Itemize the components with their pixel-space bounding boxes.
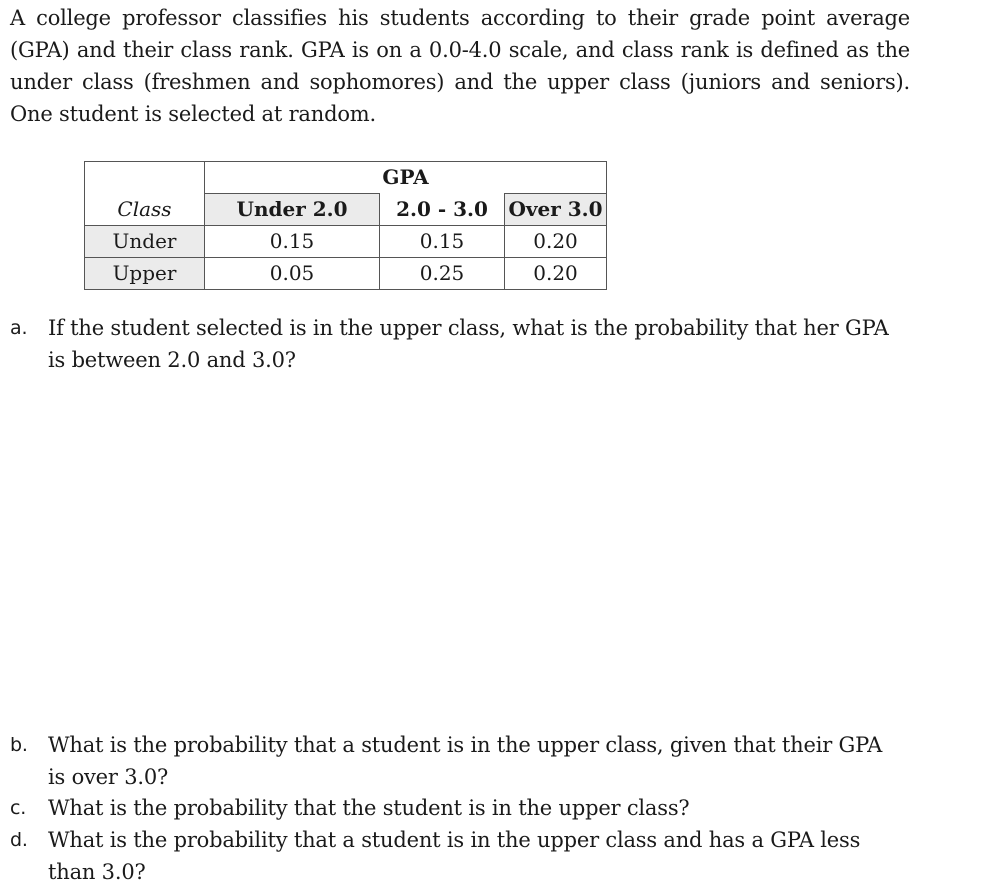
row-label-under: Under	[85, 225, 205, 257]
question-text: What is the probability that the student is in the upper class?	[48, 796, 690, 820]
question-text: What is the probability that a student is in the upper class, given that their GPA is over 3.0?	[48, 733, 883, 789]
table-row	[85, 257, 607, 289]
table-cell: 0.15	[380, 225, 505, 257]
column-header-under-2: Under 2.0	[205, 193, 380, 225]
table-cell: 0.25	[380, 257, 505, 289]
question-c	[10, 792, 890, 824]
table-cell: 0.20	[505, 257, 607, 289]
question-marker: d.	[10, 829, 28, 851]
gpa-group-header: GPA	[205, 162, 607, 194]
question-marker: a.	[10, 317, 28, 339]
row-label-upper: Upper	[85, 257, 205, 289]
table-cell: 0.20	[505, 225, 607, 257]
question-a	[10, 312, 890, 376]
question-marker: b.	[10, 734, 28, 756]
table-cell: 0.15	[205, 225, 380, 257]
column-header-over-3: Over 3.0	[505, 193, 607, 225]
table-corner-cell	[85, 162, 205, 194]
table-cell: 0.05	[205, 257, 380, 289]
question-b	[10, 729, 890, 793]
probability-table	[84, 161, 607, 290]
column-header-2-to-3: 2.0 - 3.0	[380, 193, 505, 225]
table-header-row	[85, 162, 607, 194]
question-text: What is the probability that a student is in the upper class and has a GPA less than 3.0?	[48, 828, 861, 884]
intro-paragraph: A college professor classifies his students according to their grade point average (GPA) and their class rank. GPA is on a 0.0-4.0 scale, and class rank is defined as the under class (freshmen and sophomores) and the upper class (juniors and seniors). One student is selected at random.	[10, 6, 910, 126]
table-row	[85, 225, 607, 257]
class-column-header: Class	[85, 193, 205, 225]
question-text: If the student selected is in the upper class, what is the probability that her GPA is between 2.0 and 3.0?	[48, 316, 889, 372]
question-d	[10, 824, 890, 888]
question-marker: c.	[10, 797, 27, 819]
table-column-header-row	[85, 193, 607, 225]
